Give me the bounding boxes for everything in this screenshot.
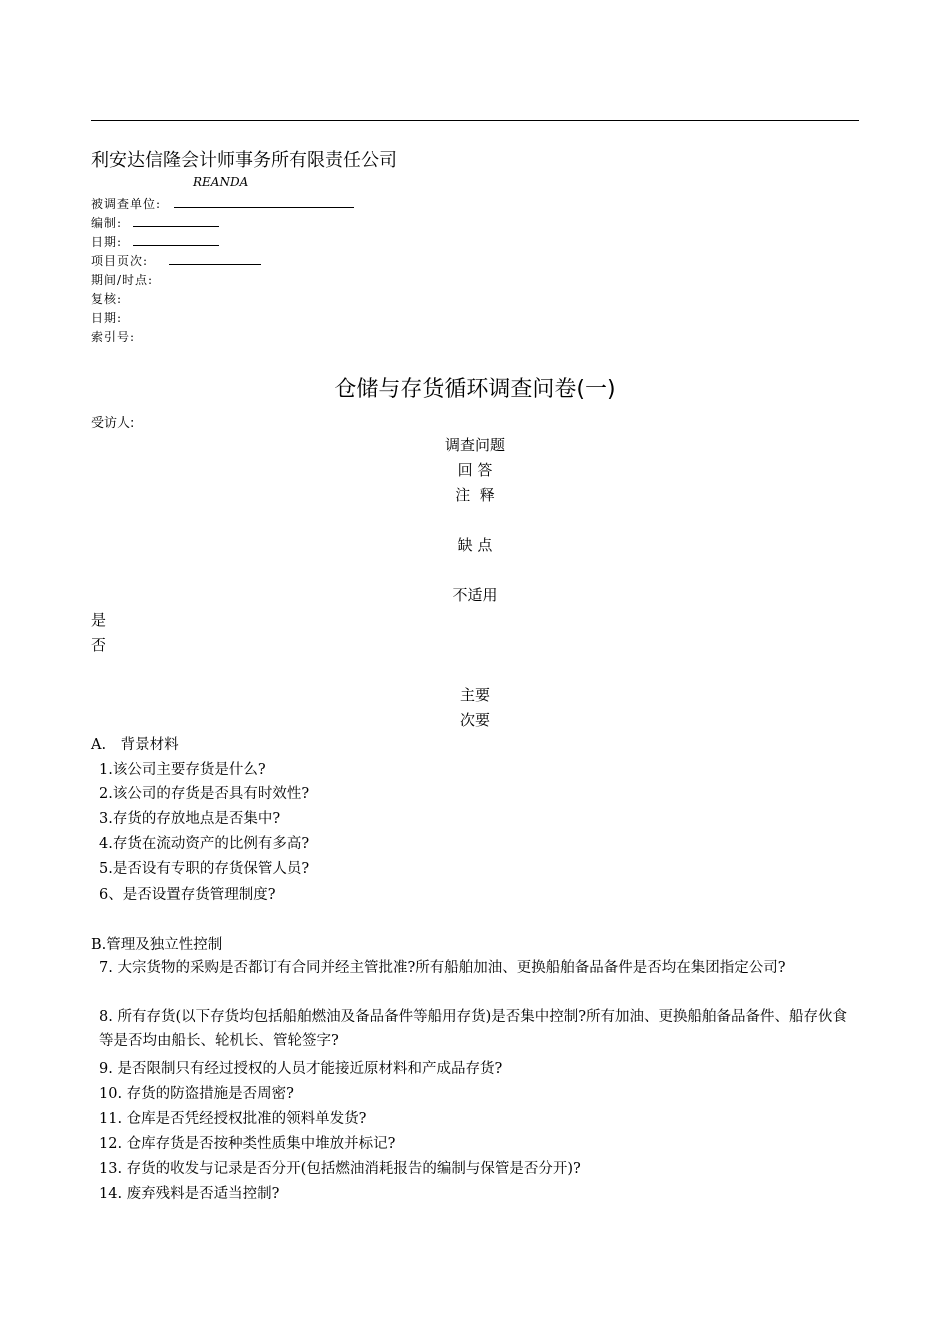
- meta-date2: 日期:: [91, 311, 123, 325]
- question-12: 12. 仓库存货是否按种类性质集中堆放并标记?: [99, 1136, 396, 1152]
- question-8: 8. 所有存货(以下存货均包括船舶燃油及备品备件等船用存货)是否集中控制?所有加油、更换船舶备品备件、船存伙食等是否均由船长、轮机长、管轮签字?: [99, 1009, 848, 1049]
- question-4: 4.存货在流动资产的比例有多高?: [99, 836, 310, 852]
- header-no: 否: [91, 636, 107, 654]
- meta-unit-blank: [174, 197, 354, 208]
- meta-prepared: [91, 214, 219, 231]
- section-b-title: B.管理及独立性控制: [91, 937, 223, 953]
- page-title: 仓储与存货循环调查问卷(一): [334, 377, 616, 402]
- question-7: 7. 大宗货物的采购是否都订有合同并经主管批准?所有船舶加油、更换船舶备品备件是否均在集团指定公司?: [99, 960, 786, 976]
- meta-date1-blank: [133, 235, 219, 246]
- header-minor: 次要: [459, 711, 490, 729]
- meta-review: 复核:: [91, 292, 123, 306]
- meta-unit-label: 被调查单位:: [91, 197, 162, 211]
- question-9: 9. 是否限制只有经过授权的人员才能接近原材料和产成品存货?: [99, 1061, 503, 1077]
- interviewee-label: 受访人:: [91, 416, 135, 431]
- header-question: 调查问题: [444, 436, 505, 454]
- header-major: 主要: [459, 686, 490, 704]
- meta-prepared-blank: [133, 216, 219, 227]
- header-yes: 是: [91, 611, 107, 629]
- question-3: 3.存货的存放地点是否集中?: [99, 811, 281, 827]
- header-rule: [91, 120, 859, 121]
- brand-name: REANDA: [193, 175, 249, 189]
- meta-page-blank: [169, 254, 261, 265]
- question-10: 10. 存货的防盗措施是否周密?: [99, 1086, 294, 1102]
- meta-index: 索引号:: [91, 330, 136, 344]
- meta-date1: [91, 233, 219, 250]
- question-13: 13. 存货的收发与记录是否分开(包括燃油消耗报告的编制与保管是否分开)?: [99, 1161, 581, 1177]
- question-6: 6、是否设置存货管理制度?: [99, 887, 276, 903]
- question-11: 11. 仓库是否凭经授权批准的领料单发货?: [99, 1111, 367, 1127]
- question-1: 1.该公司主要存货是什么?: [99, 762, 266, 778]
- meta-unit: [91, 195, 354, 212]
- question-2: 2.该公司的存货是否具有时效性?: [99, 786, 310, 802]
- section-a-title: A. 背景材料: [91, 737, 179, 753]
- header-answer: 回 答: [457, 461, 493, 479]
- question-5: 5.是否设有专职的存货保管人员?: [99, 861, 310, 877]
- header-weakness: 缺 点: [457, 536, 493, 554]
- header-note: 注 释: [455, 486, 495, 504]
- meta-period: 期间/时点:: [91, 273, 154, 287]
- question-14: 14. 废弃残料是否适当控制?: [99, 1186, 280, 1202]
- meta-date1-label: 日期:: [91, 235, 123, 249]
- meta-page: [91, 252, 261, 269]
- header-na: 不适用: [452, 586, 498, 604]
- meta-page-label: 项目页次:: [91, 254, 149, 268]
- company-name: 利安达信隆会计师事务所有限责任公司: [91, 150, 397, 171]
- meta-prepared-label: 编制:: [91, 216, 123, 230]
